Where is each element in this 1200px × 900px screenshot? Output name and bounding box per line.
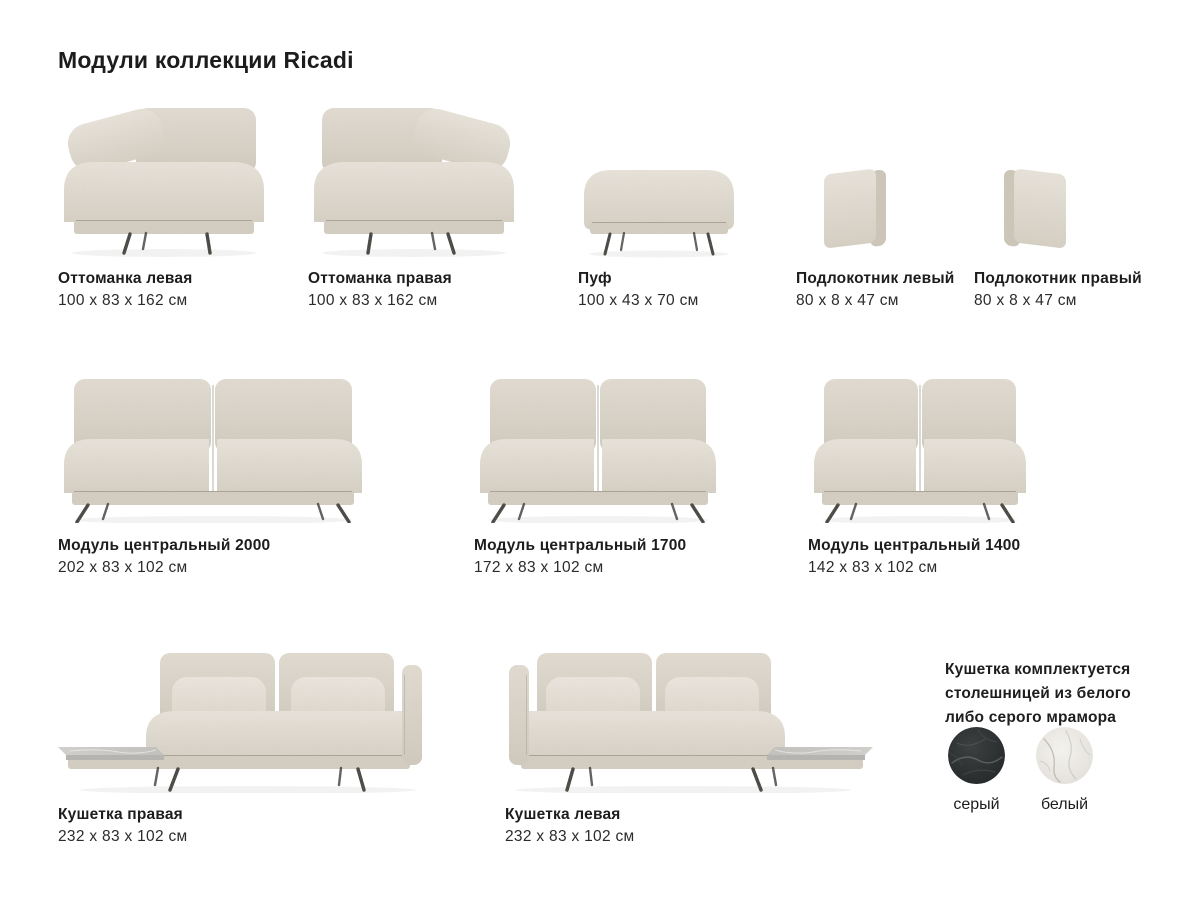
product-card-couch-left <box>505 645 873 855</box>
product-name: Модуль центральный 1700 <box>474 537 687 554</box>
white-marble-image <box>1036 727 1093 784</box>
product-dimensions: 172 x 83 x 102 см <box>474 559 604 576</box>
product-dimensions: 202 x 83 x 102 см <box>58 559 188 576</box>
product-image-couch-right <box>58 645 426 793</box>
marble-note <box>945 658 1180 730</box>
product-dimensions: 80 x 8 x 47 см <box>974 292 1077 309</box>
product-image-ottoman-left <box>58 100 270 258</box>
product-card-ottoman-right <box>308 100 520 310</box>
product-dimensions: 100 x 83 x 162 см <box>58 292 188 309</box>
product-dimensions: 80 x 8 x 47 см <box>796 292 899 309</box>
product-card-module-1400 <box>808 375 1032 585</box>
marble-note-line: либо серого мрамора <box>945 709 1117 726</box>
product-image-module-2000 <box>58 375 368 523</box>
product-image-couch-left <box>505 645 873 793</box>
product-dimensions: 142 x 83 x 102 см <box>808 559 938 576</box>
product-name: Модуль центральный 1400 <box>808 537 1021 554</box>
product-image-armrest-right <box>974 100 1094 258</box>
product-dimensions: 100 x 83 x 162 см <box>308 292 438 309</box>
product-name: Модуль центральный 2000 <box>58 537 271 554</box>
product-card-pouf <box>578 100 740 310</box>
product-name: Подлокотник левый <box>796 270 955 287</box>
swatch-label: серый <box>953 796 1000 813</box>
product-image-ottoman-right <box>308 100 520 258</box>
product-dimensions: 100 x 43 x 70 см <box>578 292 699 309</box>
swatch-gray-marble <box>948 727 1005 814</box>
product-card-couch-right <box>58 645 426 855</box>
product-image-pouf <box>578 100 740 258</box>
product-card-armrest-left <box>796 100 955 310</box>
product-name: Оттоманка правая <box>308 270 452 287</box>
gray-marble-image <box>948 727 1005 784</box>
marble-note-line: столешницей из белого <box>945 685 1131 702</box>
product-card-module-1700 <box>474 375 722 585</box>
product-name: Кушетка левая <box>505 806 621 823</box>
product-name: Кушетка правая <box>58 806 183 823</box>
page-title: Модули коллекции Ricadi <box>58 47 354 73</box>
product-image-module-1700 <box>474 375 722 523</box>
swatch-label: белый <box>1040 796 1089 813</box>
product-card-armrest-right <box>974 100 1142 310</box>
swatch-white-marble <box>1036 727 1093 814</box>
marble-swatches <box>948 727 1093 814</box>
product-name: Пуф <box>578 270 612 287</box>
product-name: Оттоманка левая <box>58 270 193 287</box>
product-name: Подлокотник правый <box>974 270 1142 287</box>
product-dimensions: 232 x 83 x 102 см <box>505 828 635 845</box>
marble-note-line: Кушетка комплектуется <box>945 661 1131 678</box>
product-image-module-1400 <box>808 375 1032 523</box>
product-card-module-2000 <box>58 375 368 585</box>
product-dimensions: 232 x 83 x 102 см <box>58 828 188 845</box>
product-image-armrest-left <box>796 100 916 258</box>
product-card-ottoman-left <box>58 100 270 310</box>
